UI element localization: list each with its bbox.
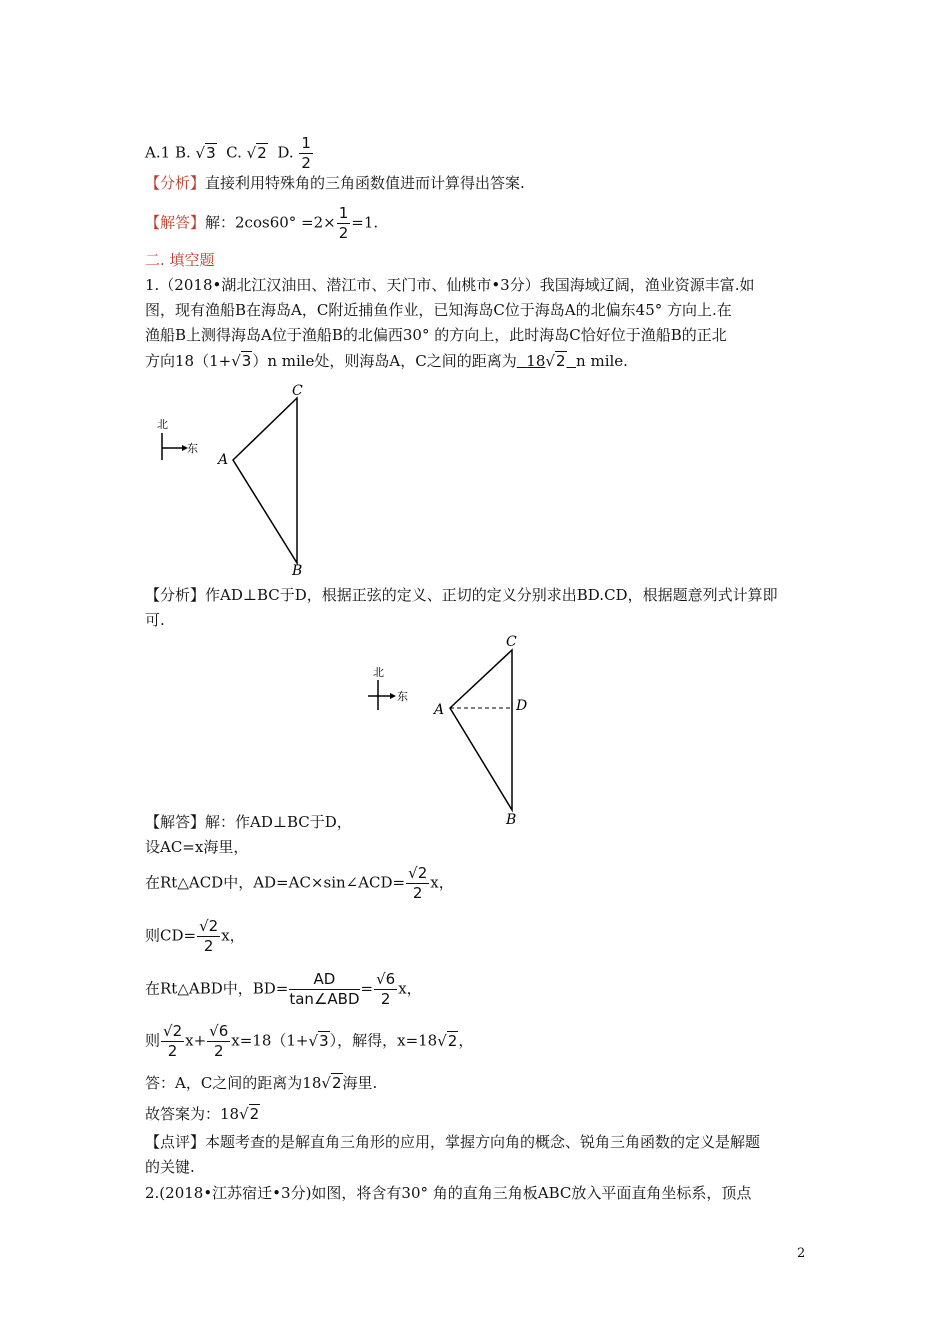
q1-line4-mid: ）n mile处，则海岛A，C之间的距离为 <box>252 352 517 370</box>
fig2-label-d: D <box>516 698 528 714</box>
solution-line4 <box>145 917 245 956</box>
figure-2 <box>360 628 540 828</box>
q1-sqrt3: √3 <box>231 352 252 370</box>
answer-pre: 解：2cos60° =2× <box>205 213 336 232</box>
option-a: A.1 <box>145 143 171 162</box>
q2-line1: 2.(2018•江苏宿迁•3分)如图，将含有30° 角的直角三角板ABC放入平面直角坐标系，顶点 <box>145 1184 752 1202</box>
solution-l6-pre: 则 <box>145 1031 161 1050</box>
q1-answer: 18√2 <box>526 352 566 370</box>
fig2-north-label: 北 <box>373 666 384 679</box>
analysis2-text: 作AD⊥BC于D，根据正弦的定义、正切的定义分别求出BD.CD，根据题意列式计算即 <box>205 586 778 604</box>
solution-l8-sqrt: √2 <box>239 1105 260 1123</box>
q1-line4-post: n mile. <box>576 352 628 370</box>
page-number: 2 <box>797 1246 806 1261</box>
fig1-label-a: A <box>218 452 229 468</box>
solution-l6-plus: x+ <box>185 1031 207 1050</box>
solution-line7 <box>145 1072 377 1094</box>
analysis-2-line1 <box>145 584 778 606</box>
comment-line2: 的关键. <box>145 1158 195 1176</box>
analysis-2-line2: 可. <box>145 611 165 629</box>
comment-tag: 【点评】 <box>145 1133 206 1151</box>
solution-l4-frac: $\frac{√2}{2}$ <box>199 917 219 955</box>
option-c-label: C. <box>226 143 242 162</box>
solution-line2: 设AC=x海里， <box>145 838 249 856</box>
q1-line4 <box>145 350 628 372</box>
answer-1 <box>145 204 378 243</box>
solution-l5-post: x， <box>398 979 422 998</box>
analysis-1 <box>145 172 525 194</box>
solution-line1 <box>145 811 352 833</box>
analysis2-tag: 【分析】 <box>145 586 206 604</box>
analysis-text: 直接利用特殊角的三角函数值进而计算得出答案. <box>205 174 525 192</box>
answer-tag: 【解答】 <box>145 213 206 232</box>
solution-line8 <box>145 1103 260 1125</box>
fig1-east-label: 东 <box>187 442 198 455</box>
fig2-label-a: A <box>434 702 445 718</box>
option-d-fraction: $\frac{1}{2}$ <box>301 134 311 172</box>
analysis-tag: 【分析】 <box>145 174 206 192</box>
solution-l5-frac1: $\frac{AD}{\text{tan∠ABD}}$ <box>289 970 360 1008</box>
solution-l4-pre: 则CD= <box>145 926 197 945</box>
solution-l6-sqrt3: √3 <box>308 1031 329 1050</box>
solution-l5-pre: 在Rt△ABD中，BD= <box>145 979 289 998</box>
answer-post: =1. <box>351 213 379 232</box>
fig2-triangle <box>450 650 512 810</box>
solution-l7-post: 海里. <box>342 1074 378 1092</box>
solution-l5-eq: = <box>360 979 374 998</box>
answer-fraction: $\frac{1}{2}$ <box>338 204 349 242</box>
solution-l6-post: ， <box>458 1031 474 1050</box>
fig2-label-c: C <box>506 634 517 650</box>
solution-l6-sqrt2: √2 <box>437 1031 458 1050</box>
comment-text: 本题考查的是解直角三角形的应用，掌握方向角的概念、锐角三角函数的定义是解题 <box>205 1133 761 1151</box>
fig1-north-label: 北 <box>157 418 168 431</box>
solution-line6 <box>145 1022 473 1061</box>
solution-line3 <box>145 864 454 903</box>
fig1-label-b: B <box>292 563 303 578</box>
solution-l3-frac: $\frac{√2}{2}$ <box>408 864 428 902</box>
solution-l5-frac2: $\frac{√6}{2}$ <box>376 970 396 1008</box>
solution-l6-mid: x=18（1+ <box>231 1031 309 1050</box>
solution-l3-pre: 在Rt△ACD中，AD=AC×sin∠ACD= <box>145 873 406 892</box>
section-heading: 二. 填空题 <box>145 251 215 269</box>
solution-l7-sqrt: √2 <box>321 1074 342 1092</box>
options-line <box>145 134 314 173</box>
option-c-sqrt: √2 <box>246 143 267 162</box>
solution-l6-frac1: $\frac{√2}{2}$ <box>163 1022 183 1060</box>
option-b-label: B. <box>174 143 191 162</box>
option-b-sqrt: √3 <box>195 143 216 162</box>
solution-l1: 解：作AD⊥BC于D， <box>205 813 352 831</box>
solution-l3-post: x， <box>430 873 454 892</box>
q1-line4-pre: 方向18（1+ <box>145 352 232 370</box>
fig2-east-label: 东 <box>397 690 408 703</box>
fig1-label-c: C <box>292 383 303 399</box>
solution-l8-pre: 故答案为：18 <box>145 1105 240 1123</box>
q1-line1: 1.（2018•湖北江汉油田、潜江市、天门市、仙桃市•3分）我国海域辽阔，渔业资源丰富.如 <box>145 276 755 294</box>
solution-l4-post: x， <box>221 926 245 945</box>
fig1-triangle <box>233 398 297 563</box>
solution-l7-pre: 答：A，C之间的距离为18 <box>145 1074 322 1092</box>
q1-line3: 渔船B上测得海岛A位于渔船B的北偏西30° 的方向上，此时海岛C恰好位于渔船B的正北 <box>145 326 727 344</box>
solution-tag: 【解答】 <box>145 813 206 831</box>
q1-line2: 图，现有渔船B在海岛A，C附近捕鱼作业，已知海岛C位于海岛A的北偏东45° 方向上.在 <box>145 301 732 319</box>
solution-l6-mid2: ），解得，x=18 <box>329 1031 438 1050</box>
fig2-label-b: B <box>506 812 517 828</box>
solution-l6-frac2: $\frac{√6}{2}$ <box>209 1022 229 1060</box>
solution-line5 <box>145 970 422 1009</box>
figure-1 <box>140 378 340 578</box>
comment-line1 <box>145 1131 760 1153</box>
option-d-label: D. <box>277 143 294 162</box>
